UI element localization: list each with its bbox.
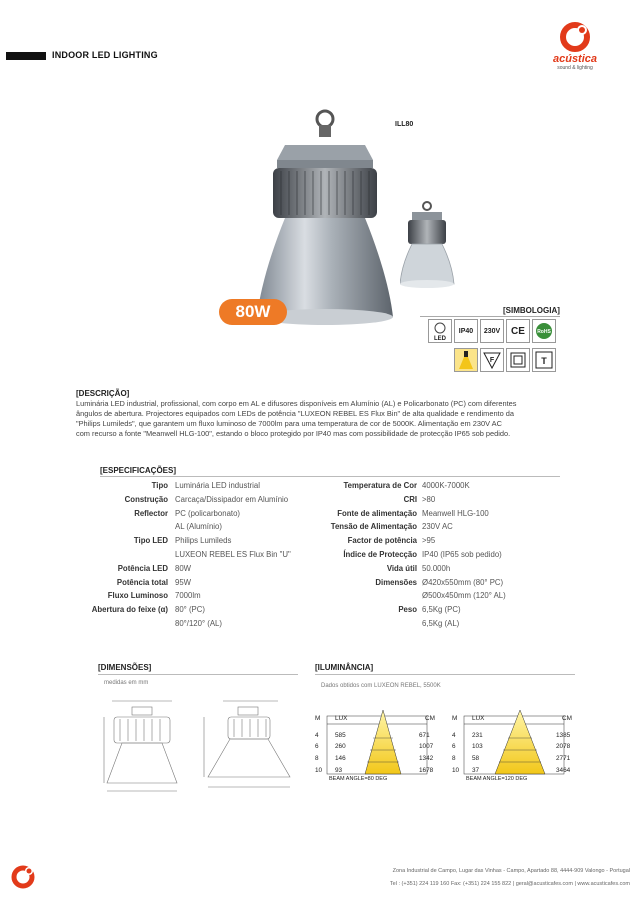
- light-beam-icon: [454, 348, 478, 372]
- lamp-small-image: [400, 200, 455, 295]
- spec-row: [0, 576, 635, 590]
- lux-cell-cm: 671: [419, 732, 430, 739]
- spec-value: AL (Alumínio): [175, 522, 222, 532]
- brand-name: acústica: [552, 53, 598, 65]
- lux-header-lux: LUX: [472, 715, 485, 722]
- product-code: ILL80: [395, 121, 414, 128]
- power-badge: 80W: [219, 299, 287, 325]
- dimension-drawing-al: [198, 695, 293, 800]
- spec-label: Temperatura de Cor: [343, 481, 417, 490]
- lux-cell-cm: 3464: [556, 767, 571, 774]
- spec-value: Ø500x450mm (120° AL): [422, 591, 506, 601]
- ip40-icon: IP40: [454, 319, 478, 343]
- description-line: Luminária LED industrial, profissional, com corpo em AL e difusores disponíveis em Alumínio (AL) e Policarbonato (PC) com diferentes: [76, 399, 517, 408]
- spec-value: 95W: [175, 577, 192, 587]
- lux-header-m: M: [315, 715, 321, 722]
- spec-value: Meanwell HLG-100: [422, 508, 489, 518]
- spec-label: CRI: [403, 494, 417, 504]
- rohs-icon: [532, 319, 556, 343]
- description-text: [76, 399, 576, 439]
- spec-label: Fonte de alimentação: [337, 508, 417, 518]
- spec-label: Vida útil: [386, 563, 417, 573]
- spec-value: >80: [422, 494, 436, 504]
- spec-value: 6,5Kg (AL): [422, 619, 460, 628]
- lux-cell-cm: 1385: [556, 732, 571, 739]
- spec-value: IP40 (IP65 sob pedido): [422, 550, 502, 559]
- lux-cell-m: 6: [452, 743, 456, 750]
- rohs-label: RoHS: [537, 329, 551, 335]
- mounting-icon: [532, 348, 556, 372]
- spec-row: [0, 493, 635, 507]
- spec-value: 80° (PC): [175, 605, 205, 615]
- lux-cell-lux: 37: [472, 767, 480, 774]
- spec-label: Construção: [124, 494, 168, 504]
- description-title: [DESCRIÇÃO]: [76, 389, 130, 398]
- spec-value: PC (policarbonato): [175, 508, 241, 518]
- spec-value: 80°/120° (AL): [175, 619, 222, 628]
- dimensions-note: medidas em mm: [104, 680, 149, 686]
- illuminance-divider: [315, 674, 575, 675]
- specs-divider: [100, 476, 560, 477]
- spec-value: Ø420x550mm (80° PC): [422, 577, 504, 587]
- led-icon: [428, 319, 452, 343]
- spec-label: Dimensões: [375, 577, 417, 587]
- voltage-icon: 230V: [480, 319, 504, 343]
- symbology-divider: [420, 316, 560, 317]
- spec-value: Luminária LED industrial: [175, 481, 260, 490]
- lux-cell-m: 10: [452, 767, 460, 774]
- lux-cell-m: 8: [452, 755, 456, 762]
- lux-cell-lux: 146: [335, 755, 346, 762]
- spec-label: Potência total: [116, 577, 168, 587]
- spec-label: Peso: [398, 605, 417, 615]
- lux-cell-m: 8: [315, 755, 319, 762]
- lux-cell-m: 6: [315, 743, 319, 750]
- footer-logo-icon: [10, 862, 38, 890]
- dimensions-title: [DIMENSÕES]: [98, 663, 152, 672]
- dimension-drawing-pc: [102, 695, 182, 800]
- footer-contact: Tel : (+351) 224 119 160 Fax: (+351) 224 155 822 | geral@acusticafes.com | www.acusticafes.com: [389, 881, 630, 887]
- lux-cell-lux: 231: [472, 732, 483, 739]
- f-mark-label: F: [489, 357, 495, 364]
- lux-cell-cm: 1342: [419, 755, 434, 762]
- lux-cell-lux: 585: [335, 732, 346, 739]
- spec-label: Índice de Protecção: [343, 550, 417, 559]
- spec-value: 7000lm: [175, 591, 201, 601]
- lamp-large-image: [255, 105, 395, 327]
- spec-value: Philips Lumileds: [175, 536, 232, 546]
- brand-logo: [530, 20, 620, 70]
- header-bar: [6, 52, 46, 60]
- spec-label: Factor de potência: [347, 536, 417, 546]
- spec-label: Potência LED: [117, 563, 168, 573]
- symbology-title: [SIMBOLOGIA]: [503, 306, 560, 315]
- spec-value: 80W: [175, 563, 192, 573]
- spec-value: >95: [422, 536, 436, 546]
- led-label: LED: [434, 336, 446, 342]
- spec-row: [0, 617, 635, 631]
- spec-row: [0, 520, 635, 534]
- spec-row: [0, 589, 635, 603]
- dimensions-divider: [98, 674, 298, 675]
- page-category-title: INDOOR LED LIGHTING: [52, 50, 158, 60]
- lux-cell-cm: 2771: [556, 755, 571, 762]
- illuminance-table-80: [313, 708, 447, 786]
- spec-row: [0, 479, 635, 493]
- lux-cell-m: 10: [315, 767, 323, 774]
- spec-label: Reflector: [134, 508, 168, 518]
- spec-value: 4000K-7000K: [422, 481, 470, 490]
- f-mark-icon: [480, 348, 504, 372]
- lux-cell-lux: 103: [472, 743, 483, 750]
- lux-cell-lux: 93: [335, 767, 343, 774]
- ce-icon: CE: [506, 319, 530, 343]
- specs-table: [0, 479, 635, 639]
- lux-cell-m: 4: [315, 732, 319, 739]
- lux-cell-lux: 260: [335, 743, 346, 750]
- spec-label: Tensão de Alimentação: [330, 522, 417, 532]
- spec-row: [0, 534, 635, 548]
- lux-header-cm: CM: [425, 715, 435, 722]
- spec-label: Tipo: [151, 481, 168, 490]
- lux-cell-m: 4: [452, 732, 456, 739]
- illuminance-title: [ILUMINÂNCIA]: [315, 663, 374, 672]
- spec-value: LUXEON REBEL ES Flux Bin "U": [175, 550, 291, 559]
- specs-title: [ESPECIFICAÇÕES]: [100, 466, 177, 475]
- lux-cell-cm: 2078: [556, 743, 571, 750]
- lux-cell-cm: 1007: [419, 743, 434, 750]
- spec-value: Carcaça/Dissipador em Alumínio: [175, 494, 289, 504]
- beam-angle-label: BEAM ANGLE=80 DEG: [329, 776, 388, 782]
- illuminance-note: Dados obtidos com LUXEON REBEL, 5500K: [321, 683, 441, 689]
- lux-header-cm: CM: [562, 715, 572, 722]
- lux-header-m: M: [452, 715, 458, 722]
- brand-logo-icon: [530, 20, 620, 54]
- description-line: "Philips Lumileds", que garantem um fluxo luminoso de 7000lm para uma temperatura de cor de 5000K. Alimentação em 230V AC: [76, 419, 502, 428]
- spec-value: 230V AC: [422, 522, 453, 532]
- spec-value: 6,5Kg (PC): [422, 605, 461, 615]
- lux-cell-lux: 58: [472, 755, 480, 762]
- spec-row: [0, 603, 635, 617]
- illuminance-table-120: [450, 708, 584, 786]
- class-ii-icon: [506, 348, 530, 372]
- lux-cell-cm: 1678: [419, 767, 434, 774]
- spec-label: Fluxo Luminoso: [107, 591, 168, 601]
- spec-label: Abertura do feixe (α): [91, 605, 168, 615]
- mounting-label: T: [541, 356, 547, 366]
- spec-row: [0, 507, 635, 521]
- footer-address: Zona Industrial de Campo, Lugar das Vinhas - Campo, Apartado 88, 4444-909 Valongo - Portugal: [392, 868, 630, 874]
- spec-value: 50.000h: [422, 563, 451, 573]
- spec-row: [0, 548, 635, 562]
- description-line: com recurso a fonte "Meanwell HLG-100", estando o bloco protegido por IP40 mas com possibilidade de protecção IP65 sob pedido.: [76, 429, 511, 438]
- lux-header-lux: LUX: [335, 715, 348, 722]
- beam-angle-label: BEAM ANGLE=120 DEG: [466, 776, 528, 782]
- description-line: ângulos de abertura. Projectores equipados com LEDs de potência "LUXEON REBEL ES Flux Bin" de alta qualidade e rendimento da: [76, 409, 514, 418]
- brand-tagline: sound & lighting: [557, 65, 593, 71]
- spec-label: Tipo LED: [133, 536, 168, 546]
- spec-row: [0, 562, 635, 576]
